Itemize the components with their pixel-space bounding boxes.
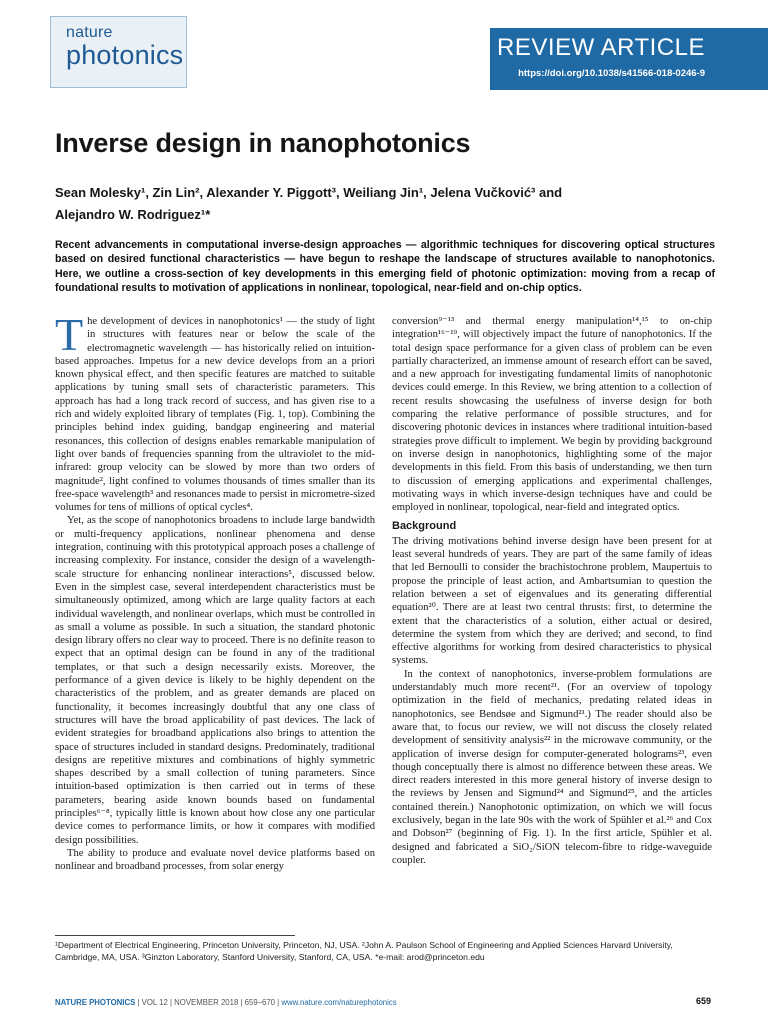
abstract: Recent advancements in computational inverse-design approaches — algorithmic techniques for discovering optical structures based on desired functional characteristics — have begun to reshape the landscape of structures available to nanophotonics. Here, we outline a cross-section of key developments in this emerging field of photonic optimization: moving from a recap of foundational results to motivation of applications in nonlinear, topological, near-field and on-chip optics.	[55, 239, 715, 295]
logo-text-photonics: photonics	[66, 40, 184, 70]
paragraph: The ability to produce and evaluate novel device platforms based on nonlinear and broadband processes, from solar energy	[55, 847, 375, 873]
journal-header	[0, 0, 768, 96]
logo-text-nature: nature	[66, 24, 113, 41]
dropcap: T	[55, 309, 84, 360]
footnote-divider	[55, 935, 295, 936]
section-heading: Background	[392, 520, 457, 533]
page-number: 659	[695, 996, 711, 1006]
paragraph: The driving motivations behind inverse design have been present for at least several hundreds of years. They are part of the same family of ideas that led Bernoulli to consider the brachistochrone problem, Maupertuis to propose the principle of least action, and Ambartsumian to question the relation between a set of eigenvalues and its generating differential equation²⁰. There are at least two central thrusts: first, to determine the extent that the characteristics of a solution, either actual or desired, determine the system from which they are derived; and second, to find effective algorithms for working from desired characteristics to physical systems.	[392, 535, 712, 667]
article-type-label: REVIEW ARTICLE	[497, 34, 705, 61]
footer-issue: | VOL 12 | NOVEMBER 2018 | 659–670 |	[135, 998, 282, 1007]
paragraph: In the context of nanophotonics, inverse-problem formulations are understandably much more recent²¹. (For an overview of topology optimization in the field of mechanics, predating related ideas in nanophotonics, see Bendsøe and Sigmund²¹.) The reader should also be aware that, to focus our review, we will not discuss the closely related development of sensitivity analysis²² in the microwave community, or the application of inverse design for computer-generated holograms²³, even though conceptually there is almost no difference between these areas. We direct readers interested in this more general history of inverse design to the reviews by Jensen and Sigmund²⁴ and Sigmund²⁵, and the articles contained therein.) Nanophotonic optimization, on which we will focus exclusively, began in the late 90s with the work of Spühler et al.²⁶ and Cox and Dobson²⁷ (beginning of Fig. 1). In the first article, Spühler et al. designed and fabricated a SiO₂/SiON telecom-fibre to ridge-waveguide coupler.	[392, 668, 712, 866]
page-footer	[55, 998, 715, 1007]
paragraph: conversion⁹⁻¹³ and thermal energy manipulation¹⁴,¹⁵ to on-chip integration¹⁶⁻¹⁹, will objectively impact the future of nanophotonics. If the total design space performance for a given class of problem can be even partially characterized, an immense amount of research effort can be saved, and a new approach for investigating fundamental limits of nanophotonic devices could emerge. In this Review, we bring attention to a collection of recent results showcasing the usefulness of inverse design for both comparing the relative performance of possible structures, and for discovering photonic devices in instances where traditional intuition-based strategies prove difficult to implement. We begin by providing background on inverse design in nanophotonics, highlighting some of the major developments in this field. From this basis of understanding, we then turn to discussion of emerging applications and experimental challenges, motivating ways in which inverse-design techniques have and could be employed in nonlinear, topological, near-field and integrated optics.	[392, 316, 712, 514]
footer-journal: NATURE PHOTONICS	[55, 998, 136, 1007]
authors-line-1: Sean Molesky¹, Zin Lin², Alexander Y. Piggott³, Weiliang Jin¹, Jelena Vučković³ and	[55, 185, 563, 200]
affiliations-footnote: ¹Department of Electrical Engineering, Princeton University, Princeton, NJ, USA. ²John A. Paulson School of Engineering and Applied Sciences Harvard University, Cambridge, MA, USA. ³Ginzton Laboratory, Stanford University, Stanford, CA, USA. *e-mail: arod@princeton.edu	[55, 940, 673, 962]
paragraph	[55, 309, 375, 514]
paragraph-text: he development of devices in nanophotonics¹ — the study of light in structures with features near or below the scale of the electromagnetic wavelength — has historically relied on intuition-based approaches. Impetus for a new device develops from an a priori known physical effect, and then specific features are matched to suitable applications by tuning small sets of characteristic parameters. This approach has had a long track record of success, and has given rise to a rich and widely exploited library of templates (Fig. 1, top). Combining the principles behind index guiding, bandgap engineering and material resonances, this collection of designs enables remarkable manipulation of light over bands of frequencies spanning from the ultraviolet to the mid-infrared: group velocity can be slowed by more than two orders of magnitude², light confined to volumes thousands of times smaller than its free-space wavelength³ and resonances made to persist in micrometre-sized volumes for tens of millions of optical cycles⁴.	[55, 316, 375, 514]
body-column-left	[55, 309, 375, 873]
doi-link[interactable]: https://doi.org/10.1038/s41566-018-0246-9	[518, 68, 705, 79]
author-list	[55, 182, 715, 226]
article-title: Inverse design in nanophotonics	[55, 128, 471, 158]
body-column-right	[392, 315, 712, 867]
footer-url-link[interactable]: www.nature.com/naturephotonics	[281, 998, 397, 1007]
authors-line-2: Alejandro W. Rodriguez¹*	[55, 207, 211, 222]
paragraph: Yet, as the scope of nanophotonics broadens to include large bandwidth or multi-frequency applications, nonlinear phenomena and dense integration, continuing with this prototypical approach poses a challenge of increasing complexity. For instance, consider the design of a wavelength-scale structure for enhancing nonlinear interactions⁵, discussed below. Even in the simplest case, several interdependent characteristics must be simultaneously optimized, among which are large quality factors at each individual wavelength, and nonlinear overlaps, which must be controlled in as small a volume as possible. In such a situation, the standard photonic design library offers no clear way to proceed. There is no definite reason to expect that an optimal design can be found in any of the traditional templates, or that such a design necessarily exists. Moreover, the performance of a given device is likely to be highly dependent on the characteristics of the problem, and as greater demands are placed on functionality, it becomes increasingly doubtful that any one class of structures will have the broad applicability of past devices. The lack of evident strategies for broadband applications also brings to attention the space of structures included in standard designs. Predominately, traditional designs are repetitive mixtures and combinations of highly symmetric shapes described by a small collection of tuning parameters. Since intuition-based optimization is then carried out in terms of these parameters, bearing aside known bounds based on fundamental principles⁶⁻⁸, typically little is known about how close any one particular device comes to performance limits, or how it compares with modified design possibilities.	[55, 515, 375, 846]
